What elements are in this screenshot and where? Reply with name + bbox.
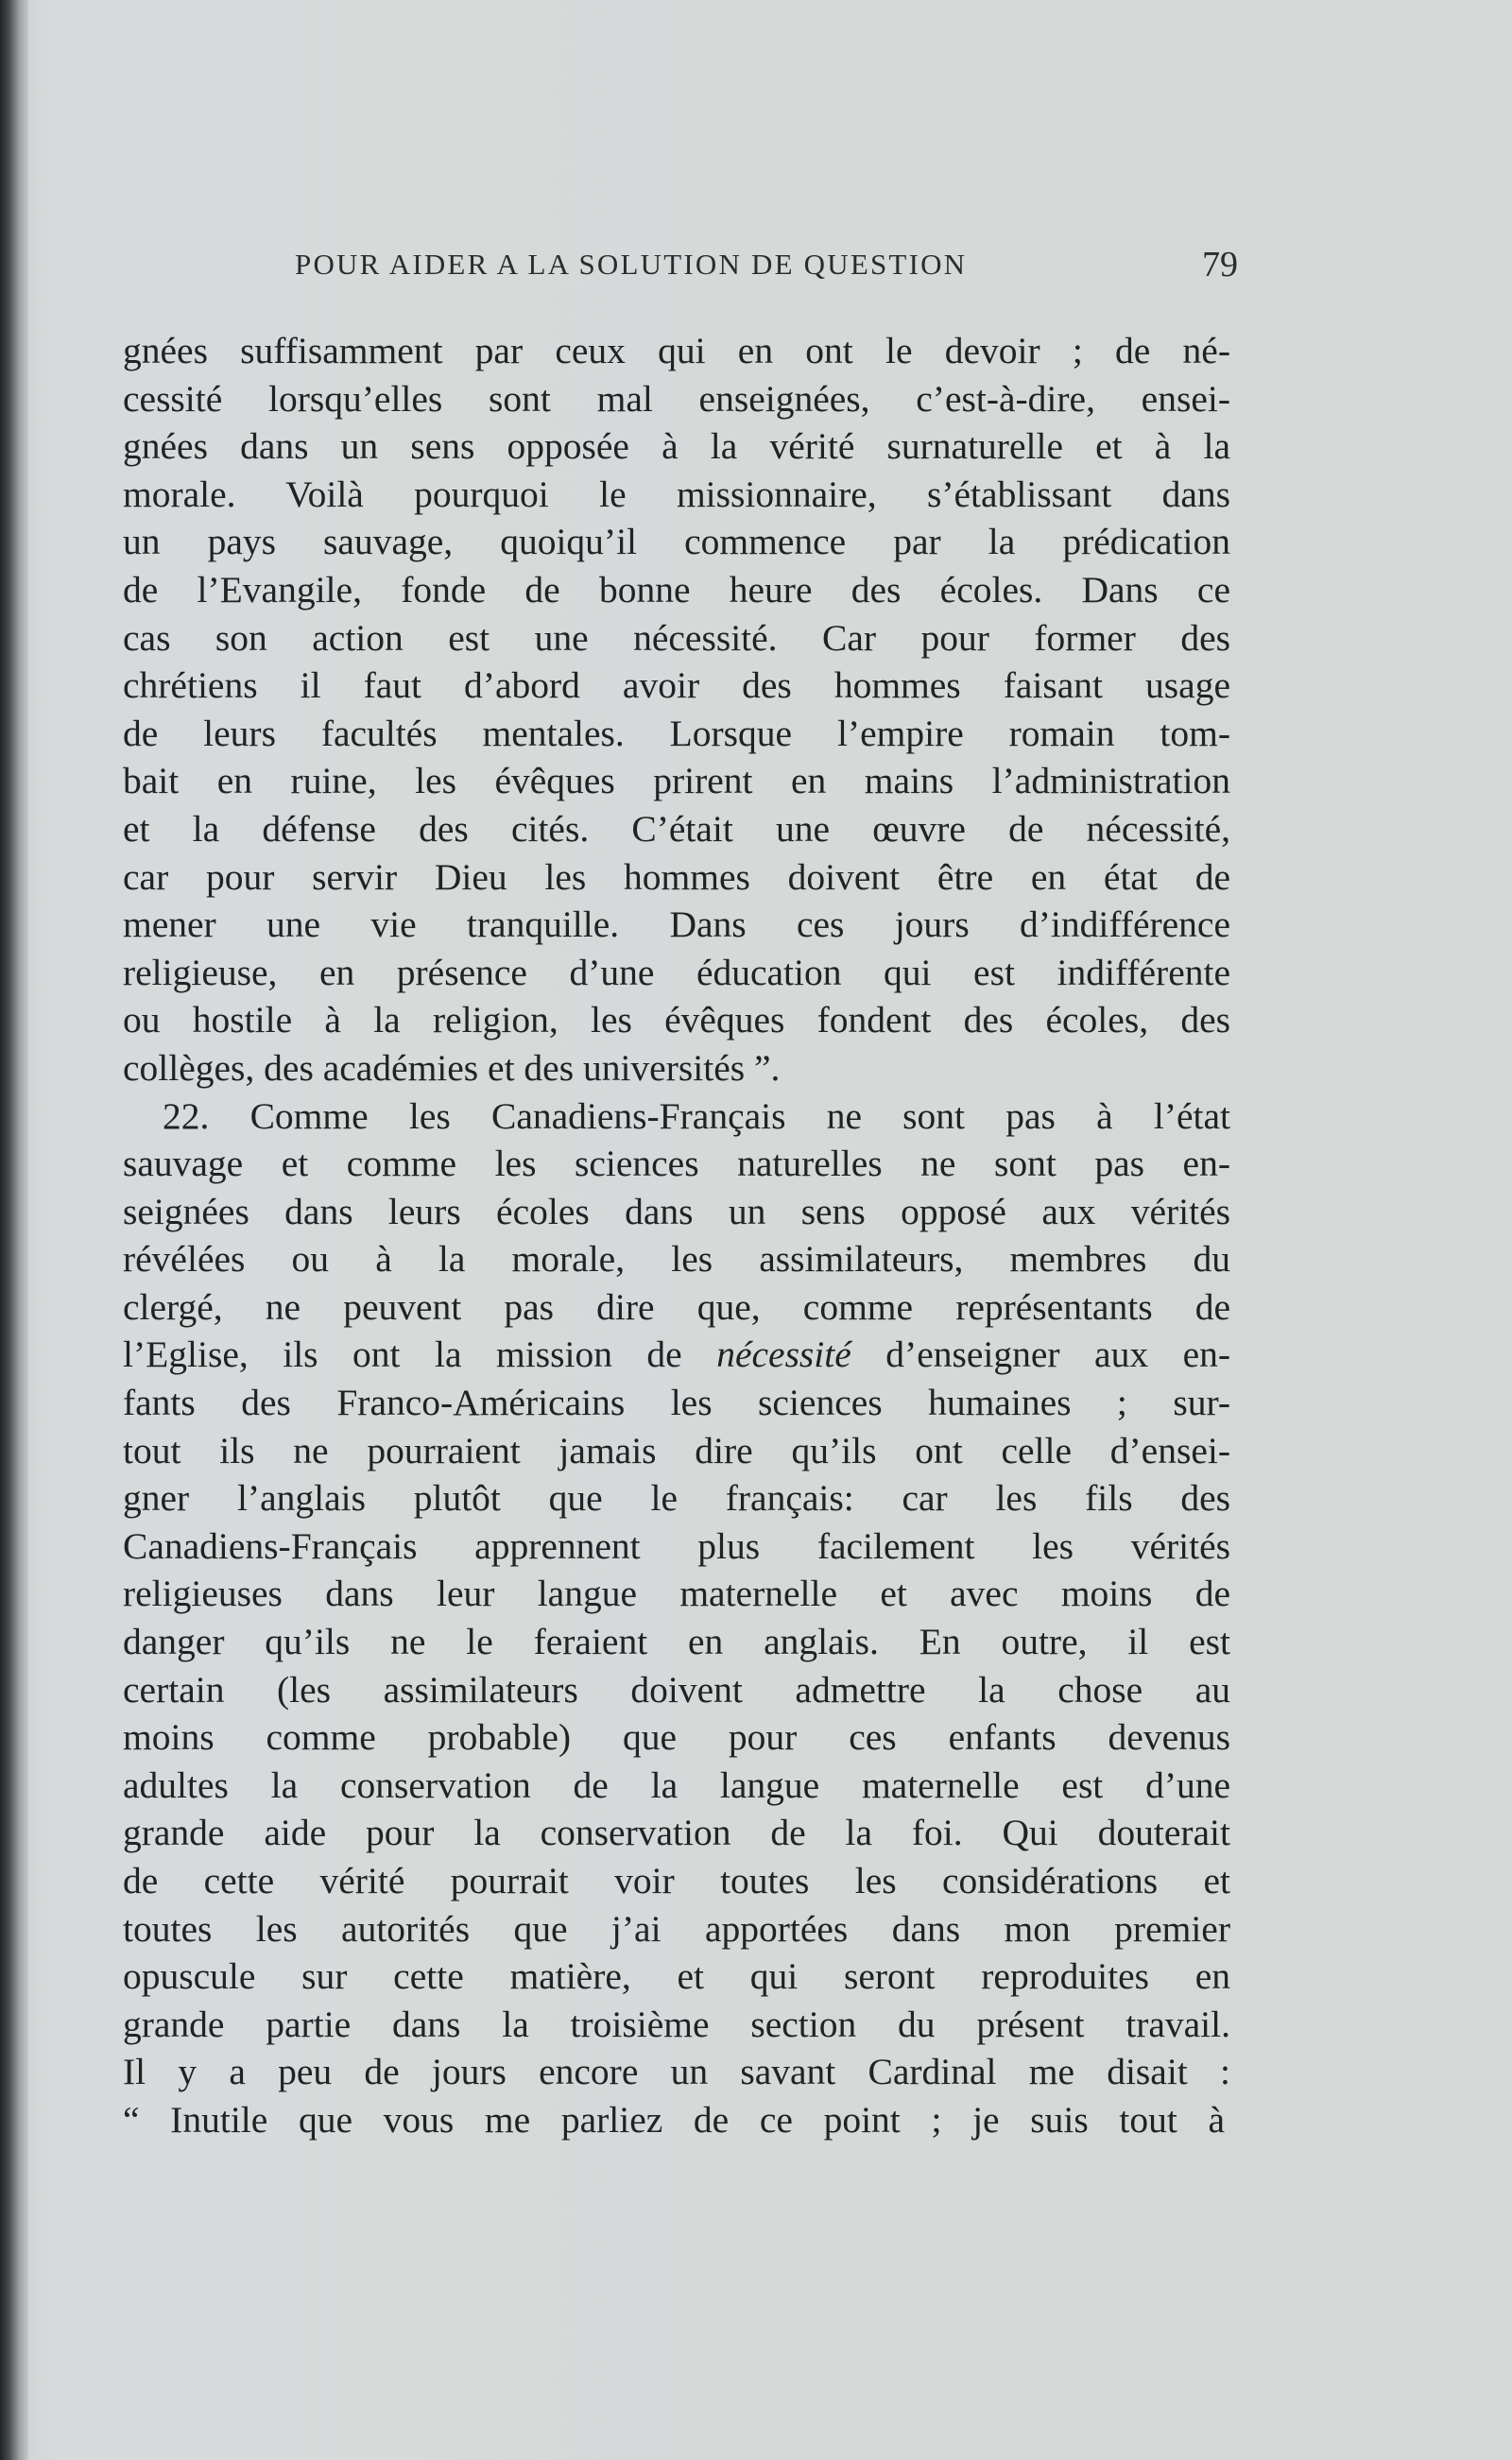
text-line: “ Inutile que vous me parliez de ce point ; je suis tout à [123, 2098, 1225, 2141]
text-line: moins comme probable) que pour ces enfants devenus [123, 1716, 1230, 1759]
text-line: cessité lorsqu’elles sont mal enseignées, c’est-à-dire, ensei- [123, 377, 1230, 420]
text-line-with-italic [123, 1331, 1230, 1379]
text-line: de cette vérité pourrait voir toutes les considérations et [123, 1860, 1230, 1901]
text-line: Il y a peu de jours encore un savant Cardinal me disait : [123, 2051, 1230, 2093]
text-line: toutes les autorités que j’ai apportées dans mon premier [123, 1907, 1230, 1950]
text-line: cas son action est une nécessité. Car pour former des [123, 616, 1230, 659]
text-line: Canadiens-Français apprennent plus facilement les vérités [123, 1524, 1230, 1567]
text-line: fants des Franco-Américains les sciences humaines ; sur- [123, 1382, 1230, 1424]
text-line: clergé, ne peuvent pas dire que, comme représentants de [123, 1285, 1230, 1328]
text-line: morale. Voilà pourquoi le missionnaire, s’établissant dans [123, 473, 1230, 515]
text-line: opuscule sur cette matière, et qui seront reproduites en [123, 1955, 1230, 1998]
page-number: 79 [1202, 245, 1238, 284]
line-part: l’Eglise, ils ont la mission de [123, 1333, 682, 1376]
text-line: grande partie dans la troisième section du présent travail. [123, 2003, 1230, 2045]
text-line: religieuse, en présence d’une éducation qui est indifférente [123, 951, 1230, 993]
text-line: bait en ruine, les évêques prirent en mains l’administration [123, 760, 1230, 802]
paragraph-start-line: 22. Comme les Canadiens-Français ne sont pas à l’état [163, 1094, 1230, 1137]
text-line: ou hostile à la religion, les évêques fondent des écoles, des [123, 999, 1230, 1041]
text-line: gnées dans un sens opposée à la vérité surnaturelle et à la [123, 425, 1230, 468]
text-line: de leurs facultés mentales. Lorsque l’empire romain tom- [123, 712, 1230, 754]
text-line: de l’Evangile, fonde de bonne heure des écoles. Dans ce [123, 568, 1230, 611]
text-line: un pays sauvage, quoiqu’il commence par la prédication [123, 521, 1230, 563]
italic-word: nécessité [716, 1333, 851, 1376]
running-header [295, 245, 1238, 285]
text-line: seignées dans leurs écoles dans un sens opposé aux vérités [123, 1190, 1230, 1232]
text-line: religieuses dans leur langue maternelle et avec moins de [123, 1573, 1230, 1615]
text-line: car pour servir Dieu les hommes doivent être en état de [123, 855, 1230, 898]
text-line: gnées suffisamment par ceux qui en ont le devoir ; de né- [123, 330, 1230, 371]
text-line: et la défense des cités. C’était une œuvre de nécessité, [123, 807, 1230, 850]
body-text [123, 327, 1230, 2144]
text-line: adultes la conservation de la langue maternelle est d’une [123, 1763, 1230, 1806]
text-line: gner l’anglais plutôt que le français: car les fils des [123, 1477, 1230, 1520]
text-line: révélées ou à la morale, les assimilateurs, membres du [123, 1238, 1230, 1281]
text-line: tout ils ne pourraient jamais dire qu’ils ont celle d’ensei- [123, 1429, 1230, 1471]
book-binding-edge [0, 0, 28, 2460]
text-line: grande aide pour la conservation de la foi. Qui douterait [123, 1812, 1230, 1854]
text-line: danger qu’ils ne le feraient en anglais. En outre, il est [123, 1621, 1230, 1663]
text-line: certain (les assimilateurs doivent admettre la chose au [123, 1668, 1230, 1711]
paragraph-end-line: collèges, des académies et des universités ”. [123, 1046, 781, 1089]
text-line: mener une vie tranquille. Dans ces jours d’indifférence [123, 903, 1230, 946]
running-title: POUR AIDER A LA SOLUTION DE QUESTION [295, 248, 968, 281]
text-line: sauvage et comme les sciences naturelles ne sont pas en- [123, 1143, 1230, 1185]
text-line: chrétiens il faut d’abord avoir des hommes faisant usage [123, 664, 1230, 707]
line-part: d’enseigner aux en- [885, 1333, 1230, 1376]
